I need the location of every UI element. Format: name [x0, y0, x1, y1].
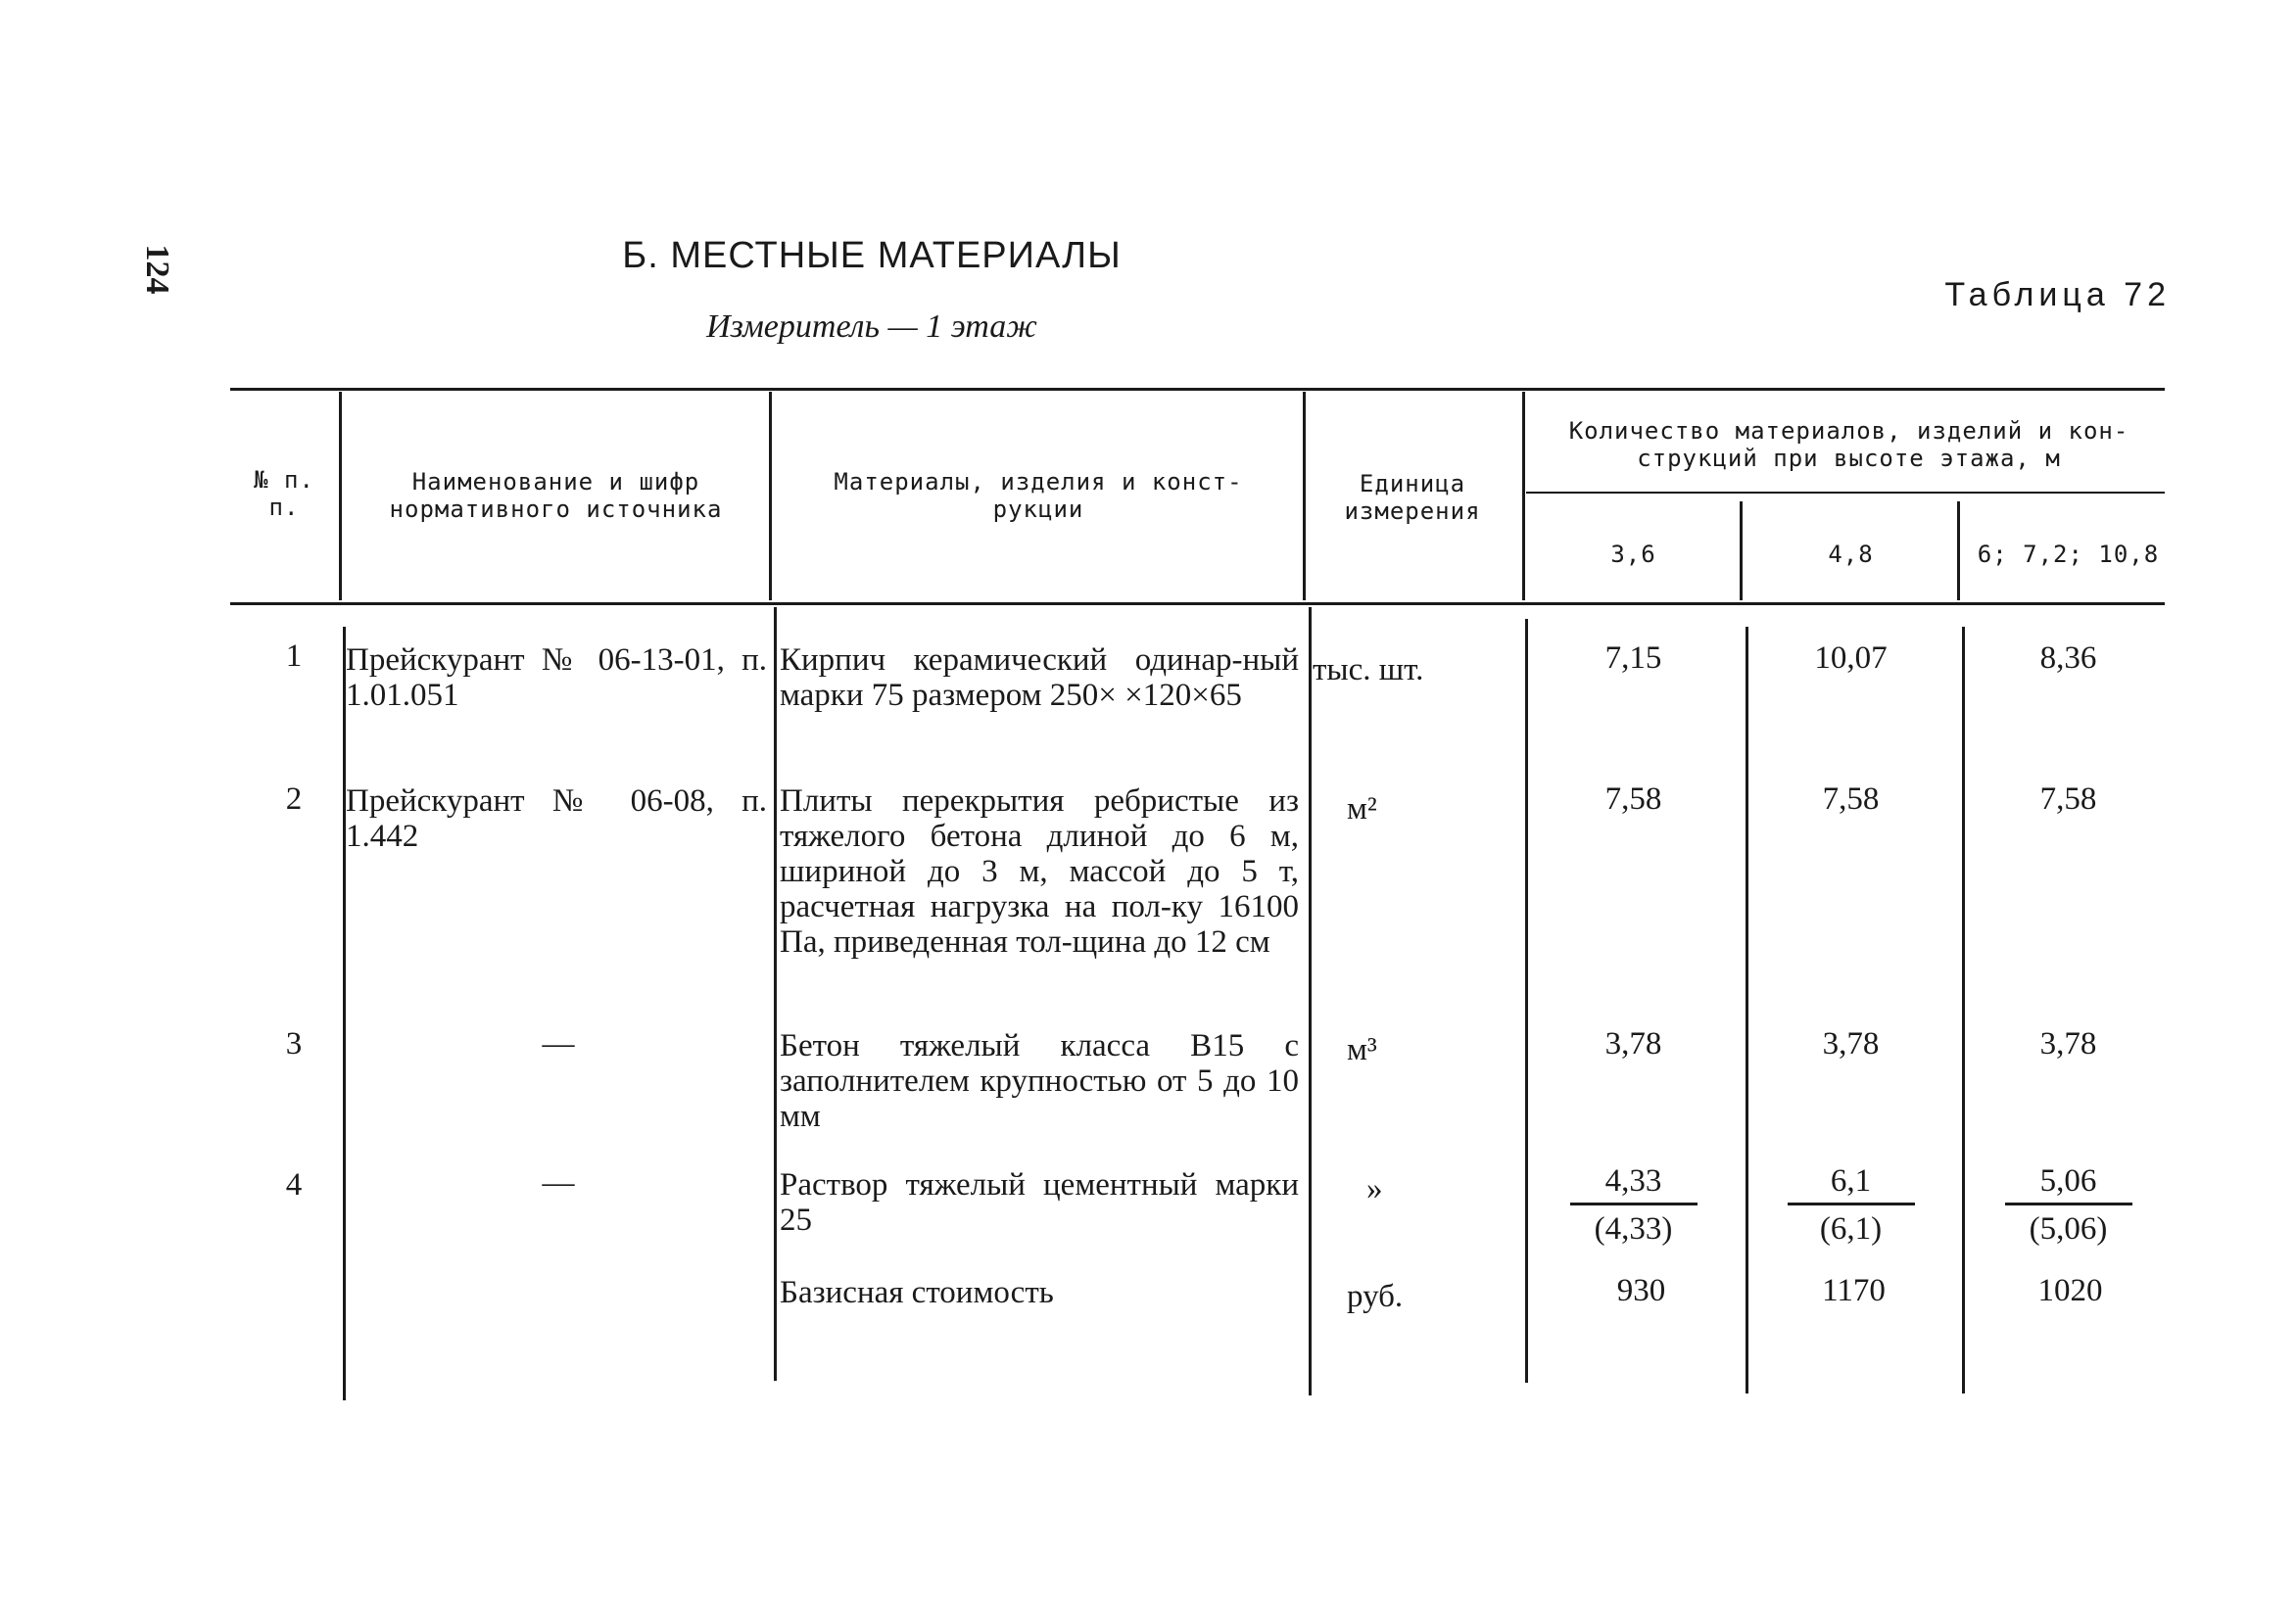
row-1-value-3-6: 7,15 [1604, 640, 1662, 676]
header-bottom-rule [230, 602, 2165, 605]
col-divider [774, 607, 777, 1381]
col-divider [1309, 607, 1312, 1395]
row-2-unit: м² [1347, 791, 1377, 827]
basis-value-4-8: 1170 [1822, 1273, 1886, 1308]
row-1-material: Кирпич керамический одинар-ный марки 75 размером 250× ×120×65 [780, 642, 1299, 713]
row-3-value-3-6: 3,78 [1604, 1026, 1662, 1062]
row-4-value-3-6-bracket: (4,33) [1594, 1211, 1673, 1247]
row-3-no: 3 [285, 1026, 303, 1062]
col-divider [339, 392, 342, 600]
row-1-unit: тыс. шт. [1313, 652, 1424, 687]
row-2-value-6-10-8: 7,58 [2039, 781, 2097, 817]
table-number: Таблица 72 [1944, 276, 2171, 313]
row-4-value-4-8-bracket: (6,1) [1819, 1211, 1883, 1247]
basis-value-6-10-8: 1020 [2037, 1273, 2103, 1308]
row-4-value-4-8-main: 6,1 [1788, 1163, 1915, 1205]
row-4-source: — [542, 1165, 575, 1201]
row-1-value-6-10-8: 8,36 [2039, 640, 2097, 676]
row-4-value-4-8 [1746, 1163, 1956, 1247]
basis-value-3-6: 930 [1616, 1273, 1666, 1308]
header-height-3-6: 3,6 [1610, 541, 1656, 568]
header-height-4-8: 4,8 [1828, 541, 1874, 568]
basis-label: Базисная стоимость [780, 1275, 1054, 1310]
quantity-subheader-rule [1526, 492, 2165, 494]
header-no: № п. п. [254, 466, 314, 521]
row-1-value-4-8: 10,07 [1814, 640, 1888, 676]
table-top-rule [230, 388, 2165, 391]
row-4-material: Раствор тяжелый цементный марки 25 [780, 1167, 1299, 1238]
row-4-value-3-6-main: 4,33 [1570, 1163, 1698, 1205]
page-number: 124 [139, 244, 175, 295]
row-4-unit: » [1366, 1171, 1383, 1206]
col-divider [1303, 392, 1306, 600]
row-2-value-3-6: 7,58 [1604, 781, 1662, 817]
col-divider [343, 627, 346, 1400]
header-source: Наименование и шифр нормативного источника [389, 468, 723, 523]
row-1-source: Прейскурант № 06-13-01, п. 1.01.051 [346, 642, 767, 713]
col-divider [1740, 501, 1743, 600]
row-4-value-6-10-8-main: 5,06 [2005, 1163, 2132, 1205]
row-2-no: 2 [285, 781, 303, 817]
section-title: Б. МЕСТНЫЕ МАТЕРИАЛЫ [622, 235, 1122, 276]
row-4-value-3-6 [1528, 1163, 1739, 1247]
header-unit: Единица измерения [1344, 470, 1481, 525]
col-divider [1957, 501, 1960, 600]
row-3-material: Бетон тяжелый класса В15 с заполнителем крупностью от 5 до 10 мм [780, 1028, 1299, 1134]
row-2-source: Прейскурант № 06-08, п. 1.442 [346, 783, 767, 854]
row-4-value-6-10-8-bracket: (5,06) [2029, 1211, 2108, 1247]
row-3-value-6-10-8: 3,78 [2039, 1026, 2097, 1062]
row-3-unit: м³ [1347, 1032, 1377, 1067]
row-4-value-6-10-8 [1963, 1163, 2174, 1247]
header-height-6-7-2-10-8: 6; 7,2; 10,8 [1977, 541, 2160, 568]
col-divider [769, 392, 772, 600]
row-2-value-4-8: 7,58 [1822, 781, 1880, 817]
col-divider [1525, 619, 1528, 1383]
row-2-material: Плиты перекрытия ребристые из тяжелого бетона длиной до 6 м, шириной до 3 м, массой до 5 т, расчетная нагрузка на пол-ку 16100 Па, приведенная тол-щина до 12 см [780, 783, 1299, 960]
row-4-no: 4 [285, 1167, 303, 1203]
header-quantity: Количество материалов, изделий и кон-струкций при высоте этажа, м [1568, 417, 2129, 472]
row-3-value-4-8: 3,78 [1822, 1026, 1880, 1062]
col-divider [1522, 392, 1525, 600]
header-materials: Материалы, изделия и конст-рукции [834, 468, 1243, 523]
row-1-no: 1 [285, 638, 303, 674]
measure-caption: Измеритель — 1 этаж [706, 308, 1037, 345]
basis-unit: руб. [1347, 1279, 1404, 1314]
row-3-source: — [542, 1026, 575, 1062]
